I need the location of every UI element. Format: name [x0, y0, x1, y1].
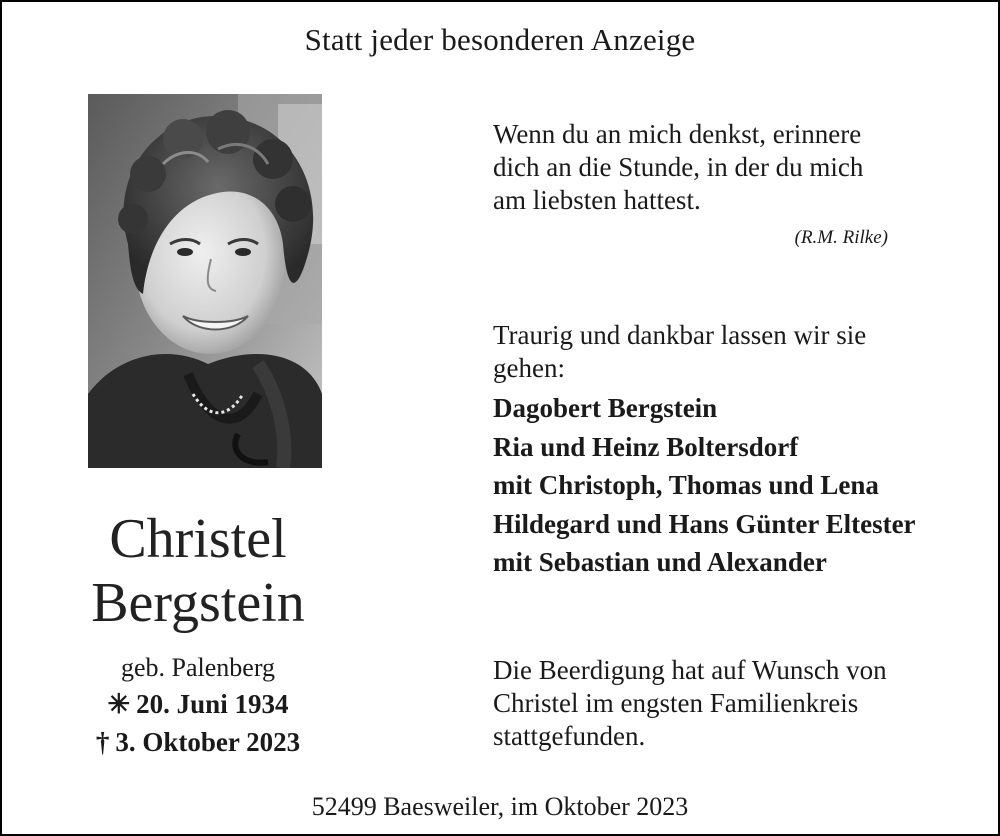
- birth-date: 20. Juni 1934: [136, 689, 289, 719]
- birth-star-icon: ✳: [107, 689, 131, 719]
- family-name: Hildegard und Hans Günter Eltester: [493, 508, 916, 539]
- family-names-list: [493, 389, 963, 582]
- death-date: 3. Oktober 2023: [115, 727, 301, 757]
- family-intro-line: Traurig und dankbar lassen wir sie: [493, 320, 867, 350]
- burial-line: Die Beerdigung hat auf Wunsch von: [493, 655, 887, 685]
- family-name: mit Sebastian und Alexander: [493, 547, 827, 577]
- family-intro-line: gehen:: [493, 353, 565, 383]
- burial-line: stattgefunden.: [493, 721, 646, 751]
- burial-block: [493, 654, 963, 753]
- deceased-last-name: Bergstein: [91, 572, 305, 634]
- birth-line: [42, 685, 354, 723]
- deceased-first-name: Christel: [109, 508, 287, 570]
- family-name: Ria und Heinz Boltersdorf: [493, 431, 799, 462]
- poem-line: Wenn du an mich denkst, erinnere: [493, 119, 862, 149]
- poem-line: am liebsten hattest.: [493, 185, 701, 215]
- portrait-photo: [88, 94, 322, 468]
- burial-line: Christel im engsten Familienkreis: [493, 688, 859, 718]
- maiden-name: geb. Palenberg: [120, 653, 276, 682]
- death-line: [42, 723, 354, 761]
- poem-line: dich an die Stunde, in der du mich: [493, 152, 864, 182]
- family-name: mit Christoph, Thomas und Lena: [493, 470, 879, 500]
- deceased-block: [42, 507, 354, 761]
- death-cross-icon: †: [95, 727, 110, 757]
- place-date-footer: 52499 Baesweiler, im Oktober 2023: [311, 792, 689, 821]
- poem-block: [493, 118, 963, 254]
- family-name: Dagobert Bergstein: [493, 393, 718, 423]
- poem-author: (R.M. Rilke): [794, 227, 888, 248]
- family-block: [493, 319, 963, 582]
- notice-header: Statt jeder besonderen Anzeige: [304, 22, 696, 57]
